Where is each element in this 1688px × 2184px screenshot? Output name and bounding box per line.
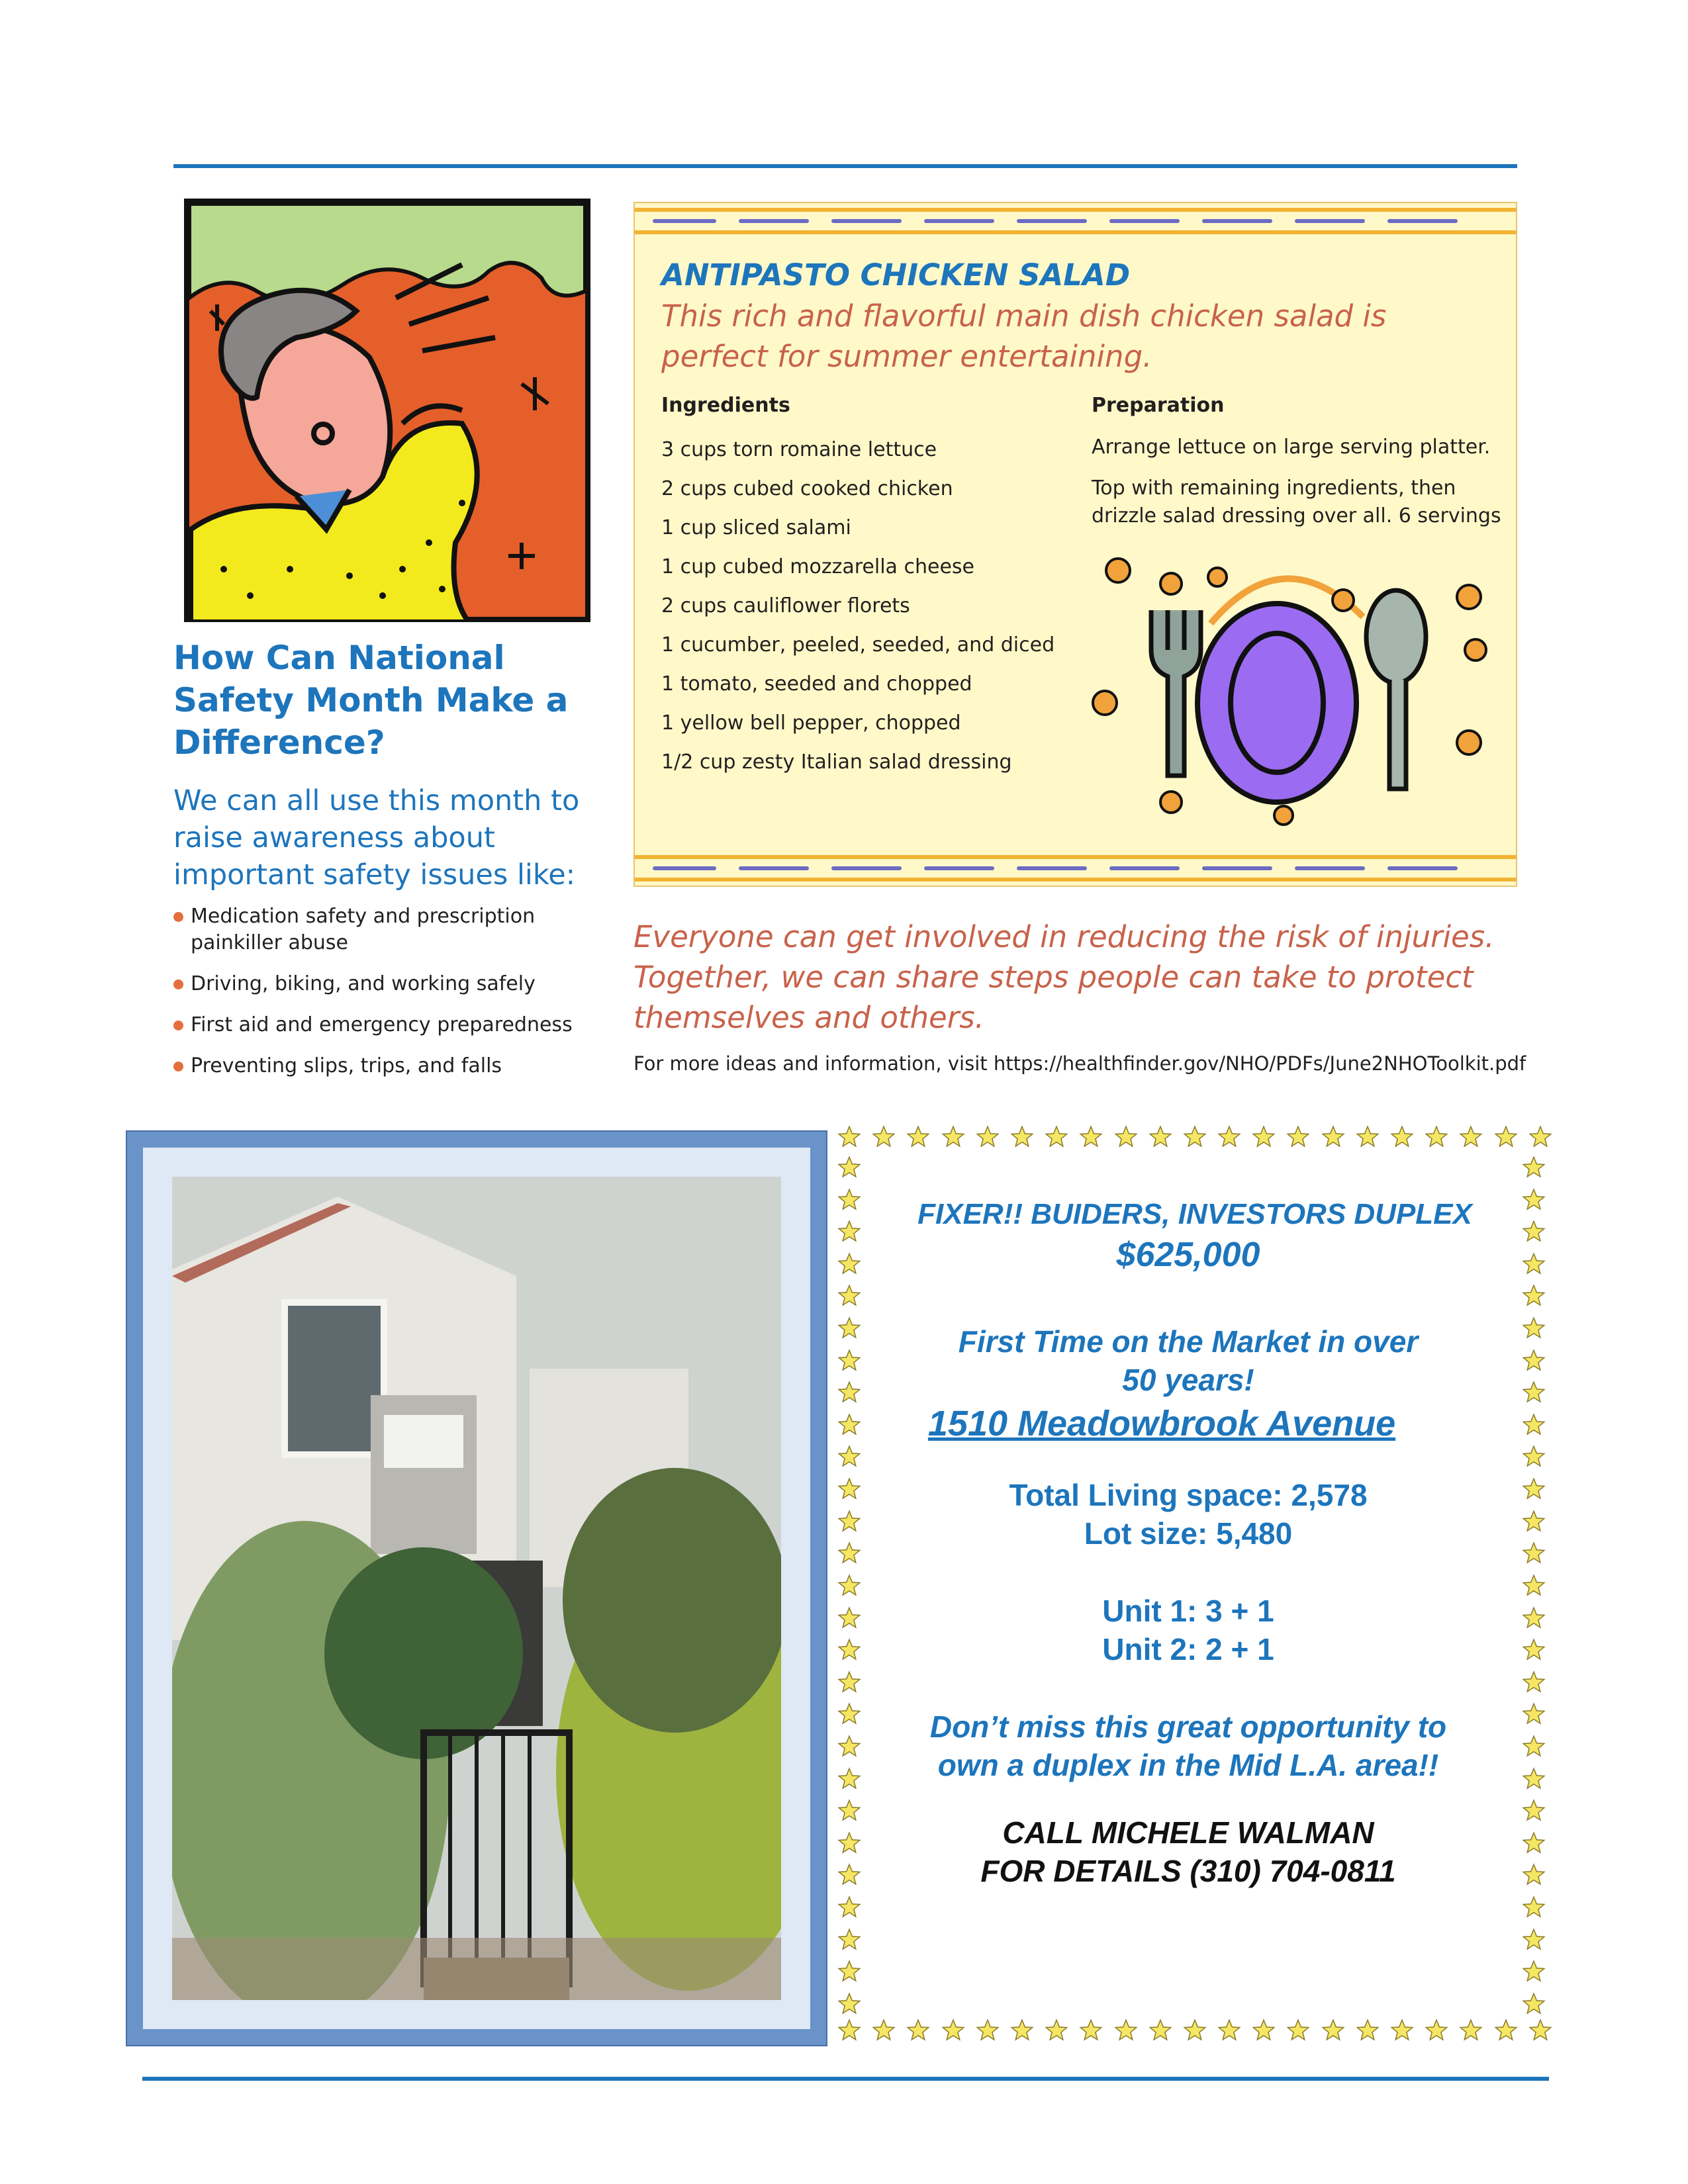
star-icon [837, 1670, 861, 1694]
list-item: Driving, biking, and working safely [173, 971, 584, 997]
star-icon [1459, 1125, 1483, 1149]
preparation-step: Top with remaining ingredients, then drizzle salad dressing over all. 6 servings [1092, 477, 1501, 527]
star-icon [1522, 1928, 1546, 1952]
list-item: 1 tomato, seeded and chopped [661, 672, 972, 696]
star-icon [837, 1767, 861, 1791]
star-icon [1217, 1125, 1241, 1149]
star-icon [837, 2019, 861, 2042]
listing-units: Unit 1: 3 + 1 Unit 2: 2 + 1 [1102, 1594, 1274, 1666]
star-icon [1149, 2019, 1172, 2042]
star-icon [1079, 1125, 1103, 1149]
star-icon [837, 1316, 861, 1340]
star-icon [1522, 1349, 1546, 1373]
recipe-card [633, 202, 1517, 887]
star-icon [1522, 1735, 1546, 1758]
star-icon [1522, 1799, 1546, 1823]
star-icon [837, 1895, 861, 1919]
star-icon [1522, 1541, 1546, 1565]
star-icon [1114, 1125, 1138, 1149]
star-icon [1356, 2019, 1380, 2042]
star-icon [1321, 1125, 1345, 1149]
star-icon [837, 1541, 861, 1565]
star-icon [837, 1863, 861, 1887]
bullet-icon [173, 979, 183, 989]
star-icon [837, 1156, 861, 1179]
star-border-right [1522, 1156, 1552, 2016]
star-icon [1522, 1767, 1546, 1791]
star-icon [1522, 1863, 1546, 1887]
star-icon [1522, 1992, 1546, 2016]
star-icon [1390, 1125, 1414, 1149]
list-item: Medication safety and prescription painkiller abuse [173, 903, 584, 956]
star-icon [1010, 1125, 1034, 1149]
bullet-icon [173, 912, 183, 922]
star-icon [1390, 2019, 1414, 2042]
star-icon [1522, 1252, 1546, 1276]
star-icon [837, 1702, 861, 1726]
star-icon [1522, 1316, 1546, 1340]
star-icon [837, 1831, 861, 1855]
star-icon [1522, 1413, 1546, 1437]
star-border-bottom [837, 2019, 1552, 2049]
star-icon [1286, 2019, 1310, 2042]
star-icon [837, 1220, 861, 1244]
star-icon [837, 1799, 861, 1823]
star-icon [837, 1960, 861, 1983]
recipe-title: ANTIPASTO CHICKEN SALAD [661, 257, 1131, 293]
ingredients-heading: Ingredients [661, 394, 790, 417]
more-info-link-text: For more ideas and information, visit https://healthfinder.gov/NHO/PDFs/June2NHOToolkit.pdf [633, 1052, 1526, 1075]
star-icon [872, 2019, 896, 2042]
star-icon [1356, 1125, 1380, 1149]
list-item: 3 cups torn romaine lettuce [661, 438, 937, 461]
plate-and-cutlery-illustration [1085, 537, 1495, 829]
star-icon [976, 1125, 1000, 1149]
star-icon [837, 1606, 861, 1630]
safety-heading: How Can National Safety Month Make a Difference? [173, 639, 569, 762]
safety-tagline: Everyone can get involved in reducing the risk of injuries. Together, we can share steps people can take to protect themselves and others. [633, 919, 1495, 1035]
photo-frame [126, 1130, 827, 2046]
listing-contact: CALL MICHELE WALMAN FOR DETAILS (310) 704-0811 [980, 1815, 1396, 1888]
list-item: 1 cucumber, peeled, seeded, and diced [661, 633, 1055, 657]
star-icon [906, 1125, 930, 1149]
star-border-left [837, 1156, 868, 2016]
star-icon [976, 2019, 1000, 2042]
recipe-description: This rich and flavorful main dish chicken salad is perfect for summer entertaining. [661, 298, 1387, 374]
star-icon [837, 1381, 861, 1404]
star-icon [837, 1188, 861, 1212]
bullet-icon [173, 1021, 183, 1030]
star-icon [1183, 1125, 1207, 1149]
star-icon [837, 1638, 861, 1662]
cutlery-border [635, 205, 1516, 238]
star-icon [1425, 1125, 1448, 1149]
listing-price: $625,000 [1116, 1236, 1260, 1274]
star-icon [1522, 1188, 1546, 1212]
star-icon [1079, 2019, 1103, 2042]
star-icon [837, 1125, 861, 1149]
star-icon [1522, 1510, 1546, 1533]
bullet-icon [173, 1062, 183, 1071]
star-icon [941, 1125, 965, 1149]
list-item: 2 cups cubed cooked chicken [661, 477, 953, 500]
listing-first-time: First Time on the Market in over 50 years! [958, 1324, 1419, 1397]
star-icon [906, 2019, 930, 2042]
ingredient-list [661, 430, 1055, 782]
house-photo [172, 1177, 781, 2000]
star-icon [1494, 1125, 1518, 1149]
star-icon [837, 1284, 861, 1308]
star-icon [1522, 1670, 1546, 1694]
listing-call-to-action: Don’t miss this great opportunity to own a duplex in the Mid L.A. area!! [929, 1709, 1447, 1782]
safety-intro: We can all use this month to raise awareness about important safety issues like: [173, 784, 580, 891]
star-icon [1045, 2019, 1068, 2042]
star-icon [1522, 1831, 1546, 1855]
star-icon [837, 1349, 861, 1373]
preparation-heading: Preparation [1092, 394, 1225, 417]
star-icon [1183, 2019, 1207, 2042]
cartoon-person-illustration [184, 199, 590, 622]
list-item: 2 cups cauliflower florets [661, 594, 910, 617]
star-icon [1522, 1960, 1546, 1983]
star-icon [1045, 1125, 1068, 1149]
list-item: First aid and emergency preparedness [173, 1012, 584, 1038]
star-icon [1522, 1895, 1546, 1919]
listing-address: 1510 Meadowbrook Avenue [927, 1404, 1396, 1443]
cutlery-border [635, 852, 1516, 885]
star-icon [1252, 1125, 1276, 1149]
listing-size: Total Living space: 2,578 Lot size: 5,480 [1009, 1478, 1368, 1551]
star-icon [941, 2019, 965, 2042]
star-icon [837, 1445, 861, 1469]
star-icon [1459, 2019, 1483, 2042]
star-border-top [837, 1125, 1552, 1156]
star-icon [1114, 2019, 1138, 2042]
star-icon [1252, 2019, 1276, 2042]
list-item: Preventing slips, trips, and falls [173, 1053, 584, 1079]
star-icon [837, 1992, 861, 2016]
list-item: 1 yellow bell pepper, chopped [661, 711, 961, 735]
star-icon [837, 1928, 861, 1952]
star-icon [1286, 1125, 1310, 1149]
bottom-divider [142, 2077, 1549, 2081]
listing-headline: FIXER!! BUIDERS, INVESTORS DUPLEX [917, 1198, 1472, 1230]
list-item: 1/2 cup zesty Italian salad dressing [661, 751, 1012, 774]
star-icon [1522, 1702, 1546, 1726]
star-icon [1010, 2019, 1034, 2042]
star-icon [1217, 2019, 1241, 2042]
star-icon [1528, 1125, 1552, 1149]
real-estate-listing [837, 1125, 1552, 2048]
star-icon [1522, 1638, 1546, 1662]
star-icon [1522, 1156, 1546, 1179]
star-icon [1522, 1606, 1546, 1630]
star-icon [1149, 1125, 1172, 1149]
star-icon [837, 1510, 861, 1533]
star-icon [1425, 2019, 1448, 2042]
star-icon [837, 1252, 861, 1276]
list-item: 1 cup sliced salami [661, 516, 851, 539]
star-icon [1522, 1574, 1546, 1598]
star-icon [1522, 1220, 1546, 1244]
star-icon [1522, 1477, 1546, 1501]
star-icon [837, 1735, 861, 1758]
star-icon [872, 1125, 896, 1149]
safety-issue-list [173, 903, 584, 1094]
star-icon [1522, 1445, 1546, 1469]
star-icon [1522, 1284, 1546, 1308]
star-icon [837, 1413, 861, 1437]
list-item: 1 cup cubed mozzarella cheese [661, 555, 974, 578]
top-divider [173, 164, 1517, 168]
star-icon [837, 1574, 861, 1598]
star-icon [1528, 2019, 1552, 2042]
star-icon [1494, 2019, 1518, 2042]
star-icon [837, 1477, 861, 1501]
star-icon [1321, 2019, 1345, 2042]
star-icon [1522, 1381, 1546, 1404]
preparation-step: Arrange lettuce on large serving platter. [1092, 435, 1491, 459]
